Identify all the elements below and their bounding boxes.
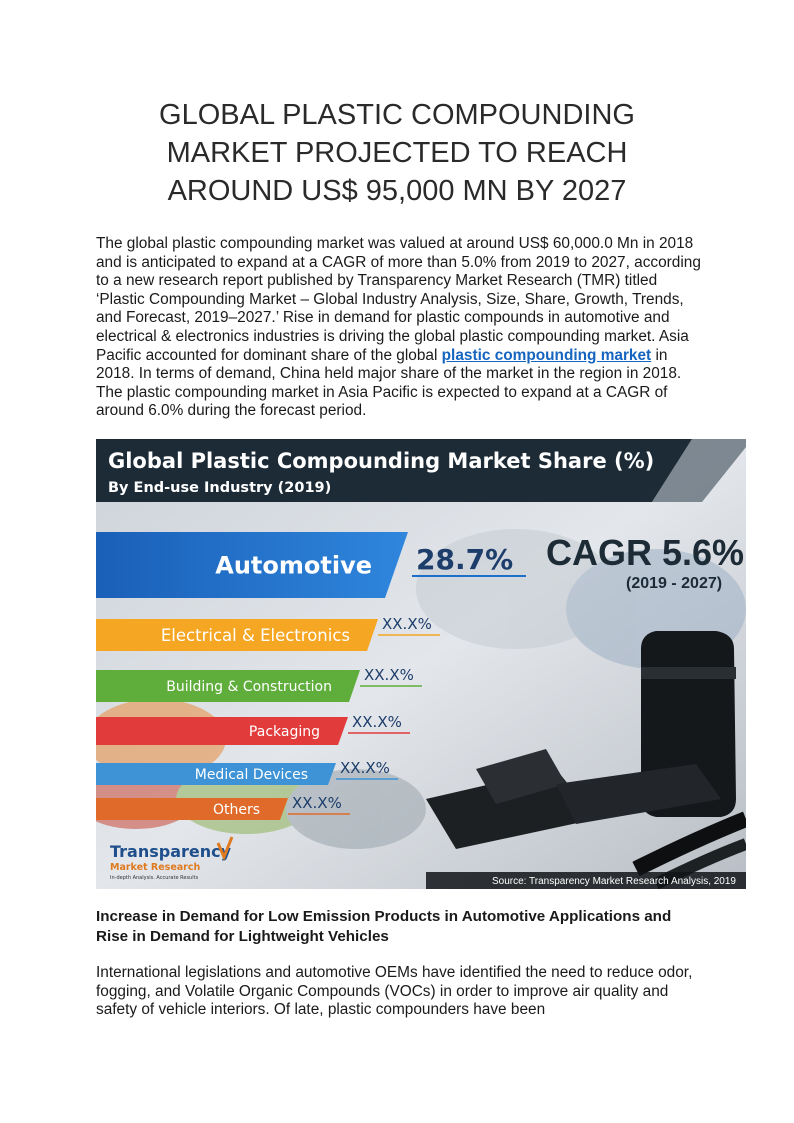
intro-text-before: The global plastic compounding market was valued at around US$ 60,000.0 Mn in 2018 and is anticipated to expand at a CAGR of more than 5.0% from 2019 to 2027, according to a new research report published by Transparency Market Research (TMR) titled ‘Plastic Compounding Market – Global Industry Analysis, Size, Share, Growth, Trends, and Forecast, 2019–2027.’ Rise in demand for plastic compounds in automotive and electrical & electronics industries is driving the global plastic compounding market. Asia Pacific accounted for dominant share of the global (96, 235, 701, 364)
value-label-electrical-electronics: XX.X% (382, 615, 432, 633)
cagr-label: CAGR 5.6% (546, 532, 745, 573)
bar-label-building-construction: Building & Construction (166, 679, 332, 696)
intro-text-after: in 2018. In terms of demand, China held major share of the market in the region in 2018. The plastic compounding market in Asia Pacific is expected to expand at a CAGR of around 6.0% during the forecast period. (96, 346, 682, 420)
infographic (96, 439, 746, 889)
value-label-building-construction: XX.X% (364, 666, 414, 684)
bar-label-electrical-electronics: Electrical & Electronics (160, 625, 350, 645)
value-label-medical-devices: XX.X% (340, 759, 390, 777)
bar-label-medical-devices: Medical Devices (194, 767, 308, 784)
bar-label-others: Others (212, 802, 260, 819)
title-line-3: AROUND US$ 95,000 MN BY 2027 (167, 175, 627, 207)
page-title (96, 96, 698, 210)
logo-name: Transparency (110, 842, 232, 861)
intro-paragraph (96, 235, 706, 421)
infographic-subheading: By End-use Industry (2019) (108, 480, 332, 496)
value-label-packaging: XX.X% (352, 713, 402, 731)
section-heading: Increase in Demand for Low Emission Products in Automotive Applications and Rise in Demand for Lightweight Vehicles (96, 908, 672, 945)
logo-tagline: In-depth Analysis. Accurate Results (110, 875, 199, 881)
market-link[interactable]: plastic compounding market (441, 346, 652, 364)
bar-label-automotive: Automotive (215, 551, 372, 580)
bar-label-packaging: Packaging (248, 724, 320, 741)
source-text: Source: Transparency Market Research Analysis, 2019 (491, 876, 736, 887)
section-paragraph: International legislations and automotive OEMs have identified the need to reduce odor, fogging, and Volatile Organic Compounds (VOCs) in order to improve air quality and safety of vehicle interiors. Of late, plastic compounders have been (96, 964, 693, 1019)
logo-sub: Market Research (110, 862, 201, 873)
infographic-svg (96, 439, 746, 889)
infographic-heading: Global Plastic Compounding Market Share (%) (108, 449, 655, 473)
title-line-1: GLOBAL PLASTIC COMPOUNDING (159, 99, 635, 131)
value-label-automotive: 28.7% (416, 543, 514, 576)
title-line-2: MARKET PROJECTED TO REACH (166, 137, 628, 169)
value-label-others: XX.X% (292, 794, 342, 812)
cagr-period: (2019 - 2027) (626, 575, 723, 592)
